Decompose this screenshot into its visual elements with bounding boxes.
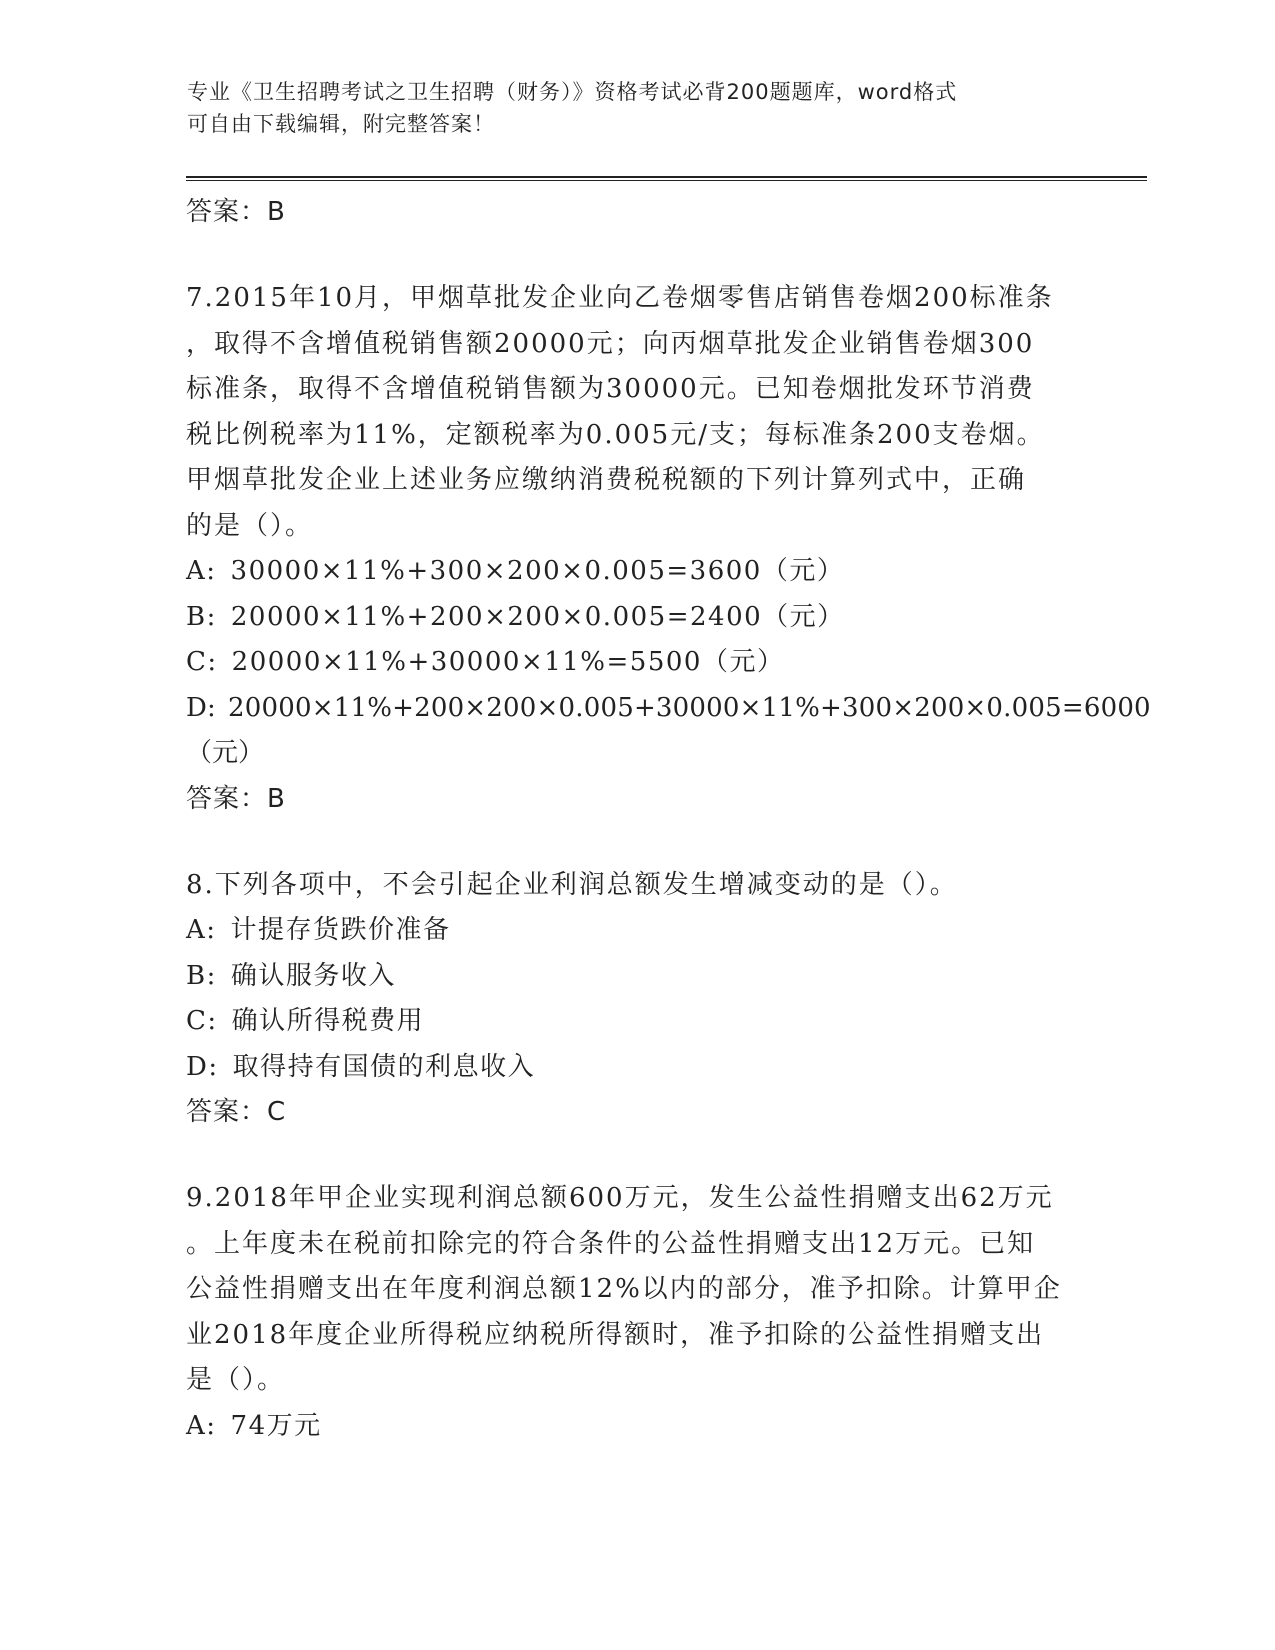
question-8-stem-line: 8.下列各项中，不会引起企业利润总额发生增减变动的是（）。 [186, 869, 958, 900]
spacer [186, 821, 1086, 863]
question-8-option-d [186, 1045, 1086, 1091]
question-7-stem-line: ，取得不含增值税销售额20000元；向丙烟草批发企业销售卷烟300 [186, 328, 1035, 359]
question-7-option-c [186, 640, 1086, 686]
option-text: 取得持有国债的利息收入 [232, 1051, 536, 1082]
header-divider-thick [186, 176, 1147, 178]
question-7-option-d-continuation: （元） [186, 738, 265, 768]
option-text: 30000×11%+300×200×0.005=3600（元） [230, 556, 845, 586]
question-9-stem-line: 。上年度未在税前扣除完的符合条件的公益性捐赠支出12万元。已知 [186, 1228, 1036, 1259]
question-7-option-b [186, 595, 1086, 641]
question-7-stem-line: 的是（）。 [186, 510, 314, 541]
option-key: A: [186, 915, 217, 945]
option-text: 20000×11%+200×200×0.005+30000×11%+300×200×0.005=6000 [228, 692, 1151, 723]
option-key: C: [186, 647, 218, 677]
option-text: 计提存货跌价准备 [230, 915, 451, 945]
spacer [186, 1134, 1086, 1176]
question-9 [186, 1176, 1086, 1404]
document-body [186, 190, 1151, 1449]
question-9-stem-line: 是（）。 [186, 1365, 286, 1395]
option-key: A: [186, 556, 217, 586]
question-9-stem-line: 公益性捐赠支出在年度利润总额12%以内的部分，准予扣除。计算甲企 [186, 1274, 1062, 1304]
option-text: 74万元 [230, 1410, 322, 1441]
question-7-answer: 答案：B [186, 783, 286, 814]
question-9-stem-line: 9.2018年甲企业实现利润总额600万元，发生公益性捐赠支出62万元 [186, 1183, 1054, 1213]
question-7-stem-line: 标准条，取得不含增值税销售额为30000元。已知卷烟批发环节消费 [186, 374, 1035, 404]
question-7-stem-line: 甲烟草批发企业上述业务应缴纳消费税税额的下列计算列式中，正确 [186, 465, 1027, 495]
option-text: 20000×11%+200×200×0.005=2400（元） [230, 601, 845, 632]
question-7-option-d [186, 686, 1151, 732]
question-8-answer: 答案：C [186, 1097, 287, 1127]
question-7 [186, 276, 1086, 549]
option-key: D: [186, 1051, 219, 1082]
option-key: B: [186, 960, 217, 991]
option-key: A: [186, 1410, 217, 1441]
question-9-stem-line: 业2018年度企业所得税应纳税所得额时，准予扣除的公益性捐赠支出 [186, 1319, 1045, 1350]
question-7-stem-line: 税比例税率为11%，定额税率为0.005元/支；每标准条200支卷烟。 [186, 419, 1045, 450]
option-text: 确认所得税费用 [231, 1006, 425, 1036]
question-7-option-a [186, 549, 1086, 595]
header-line-2: 可自由下载编辑，附完整答案！ [187, 112, 495, 136]
document-header [187, 76, 1087, 140]
option-key: D: [186, 692, 217, 723]
question-7-stem-line: 7.2015年10月，甲烟草批发企业向乙卷烟零售店销售卷烟200标准条 [186, 283, 1054, 313]
option-text: 确认服务收入 [230, 960, 396, 991]
header-line-1: 专业《卫生招聘考试之卫生招聘（财务）》资格考试必背200题题库，word格式 [187, 80, 958, 104]
question-8-option-b [186, 954, 1086, 1000]
question-9-option-a [186, 1404, 1086, 1450]
question-8-option-a [186, 908, 1086, 954]
question-8-option-c [186, 999, 1086, 1045]
option-key: B: [186, 601, 217, 632]
option-key: C: [186, 1006, 218, 1036]
header-divider-thin [186, 180, 1147, 181]
spacer [186, 234, 1086, 276]
option-text: 20000×11%+30000×11%=5500（元） [231, 647, 785, 677]
answer-previous: 答案：B [186, 197, 286, 227]
question-8 [186, 863, 1086, 909]
